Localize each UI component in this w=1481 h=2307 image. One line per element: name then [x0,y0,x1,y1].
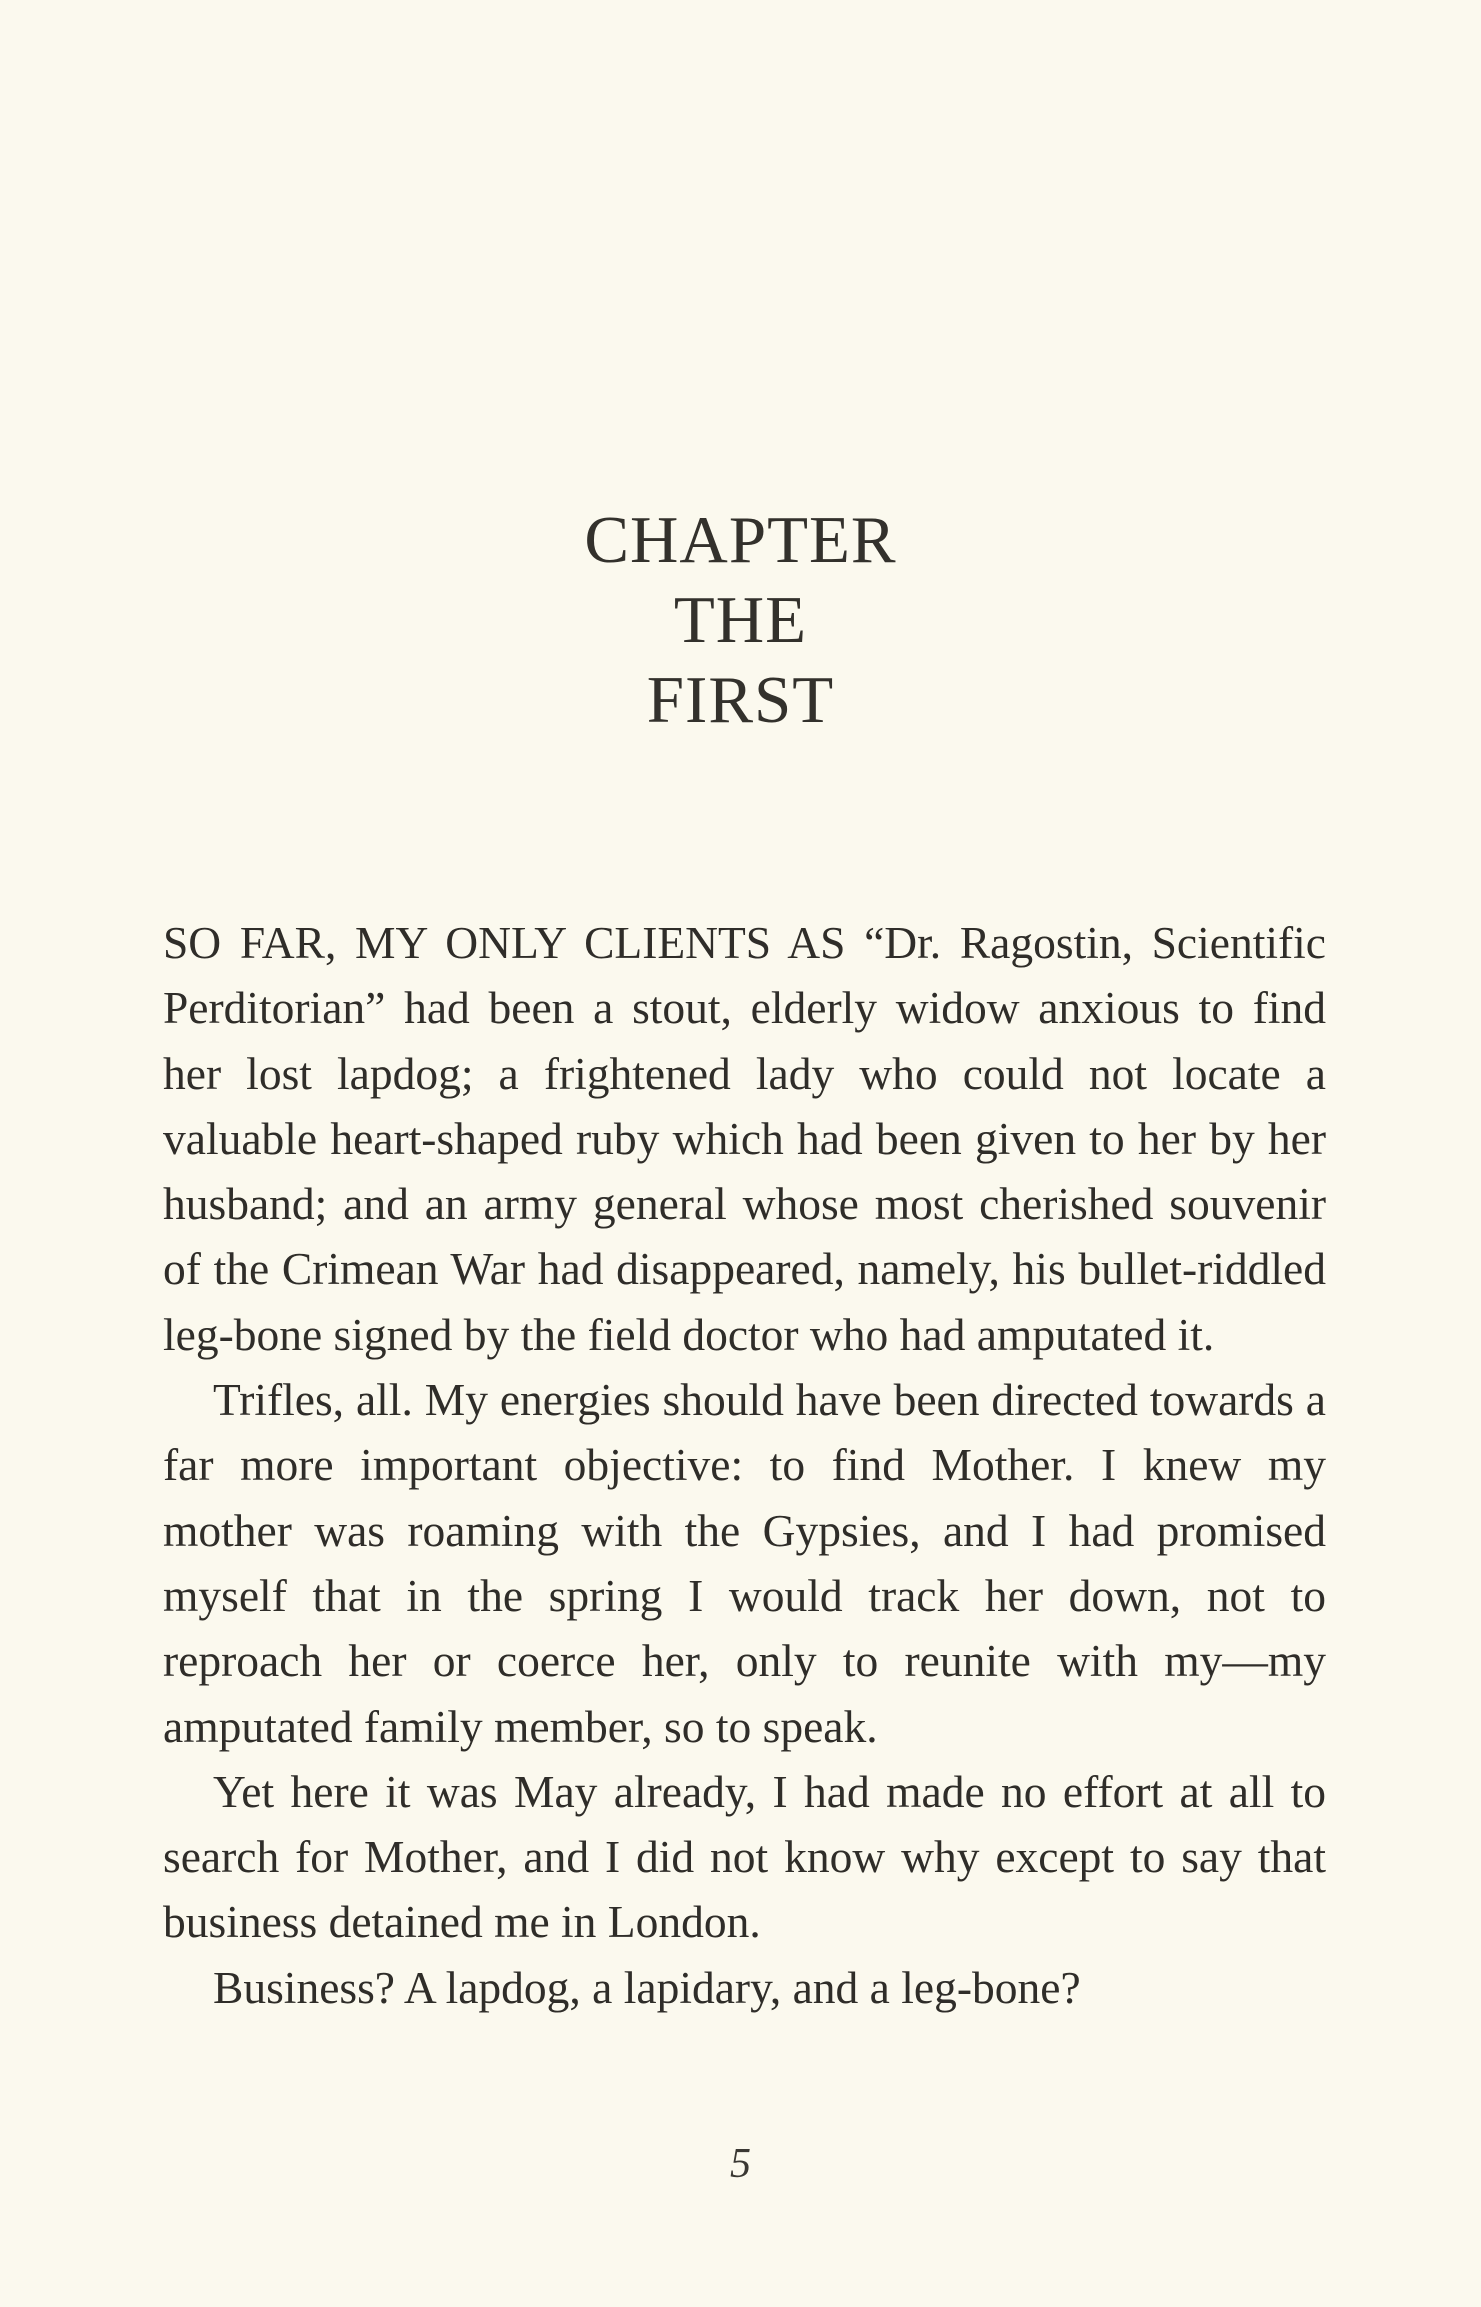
body-text [163,910,1326,2020]
chapter-heading-line-3: FIRST [646,663,835,737]
paragraph-4: Business? A lapdog, a lapidary, and a leg-bone? [213,1961,1081,2013]
chapter-heading-line-2: THE [673,583,808,657]
page-number: 5 [730,2141,751,2187]
chapter-heading-line-1: CHAPTER [584,503,897,577]
paragraph-2: Trifles, all. My energies should have been directed towards a far more important objective: to find Mother. I knew my mother was roaming with the Gypsies, and I had promised myself that in the spring I would track her down, not to reproach her or coerce her, only to reunite with my—my amputated family member, so to speak. [163,1374,1326,1752]
chapter-heading [0,500,1481,740]
paragraph-3: Yet here it was May already, I had made no effort at all to search for Mother, and I did not know why except to say that business detained me in London. [163,1765,1326,1948]
paragraph-1: SO FAR, MY ONLY CLIENTS AS “Dr. Ragostin, Scientific Perditorian” had been a stout, elderly widow anxious to find her lost lapdog; a frightened lady who could not locate a valuable heart-shaped ruby which had been given to her by her husband; and an army general whose most cherished souvenir of the Crimean War had disappeared, namely, his bullet-riddled leg-bone signed by the field doctor who had amputated it. [163,917,1326,1360]
